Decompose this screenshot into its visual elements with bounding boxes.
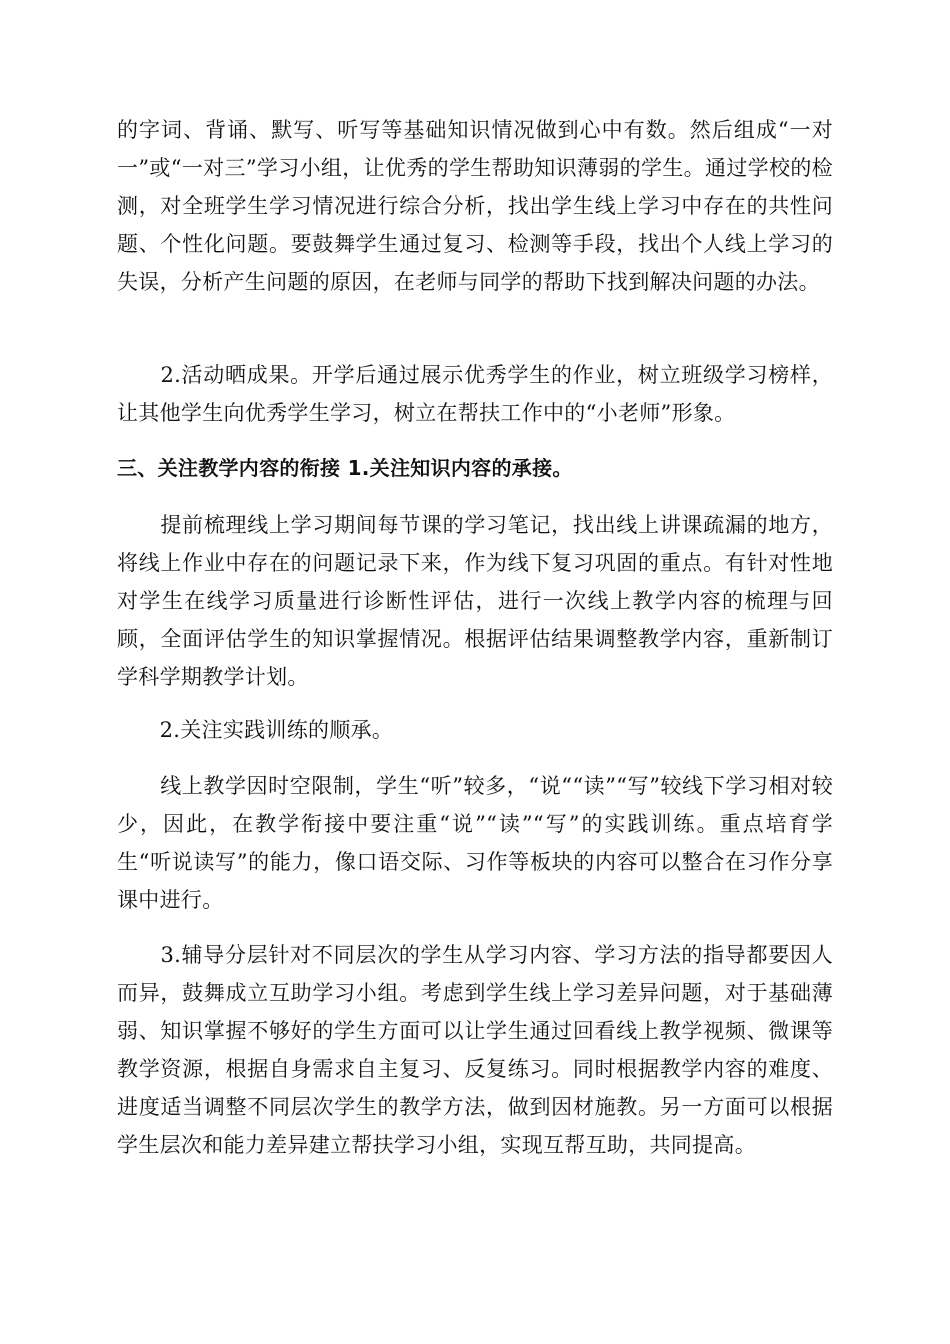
paragraph-practice-training: 线上教学因时空限制，学生“听”较多，“说““读”“写”较线下学习相对较少，因此，在教学衔接中要注重“说”“读”“写”的实践训练。重点培育学生“听说读写”的能力，像口语交际、习作等板块的内容可以整合在习作分享课中进行。 [117,774,833,912]
paragraph-show-results: 2.活动晒成果。开学后通过展示优秀学生的作业，树立班级学习榜样，让其他学生向优秀学生学习，树立在帮扶工作中的“小老师”形象。 [117,363,833,425]
section-heading-teaching-content: 三、关注教学内容的衔接 1.关注知识内容的承接。 [117,456,573,480]
paragraph-knowledge-continuity: 提前梳理线上学习期间每节课的学习笔记，找出线上讲课疏漏的地方，将线上作业中存在的问题记录下来，作为线下复习巩固的重点。有针对性地对学生在线学习质量进行诊断性评估，进行一次线上教学内容的梳理与回顾，全面评估学生的知识掌握情况。根据评估结果调整教学内容，重新制订学科学期教学计划。 [117,513,833,689]
paragraph-layered-tutoring: 3.辅导分层针对不同层次的学生从学习内容、学习方法的指导都要因人而异，鼓舞成立互助学习小组。考虑到学生线上学习差异问题，对于基础薄弱、知识掌握不够好的学生方面可以让学生通过回看线上教学视频、微课等教学资源，根据自身需求自主复习、反复练习。同时根据教学内容的难度、进度适当调整不同层次学生的教学方法，做到因材施教。另一方面可以根据学生层次和能力差异建立帮扶学习小组，实现互帮互助，共同提高。 [117,943,833,1157]
paragraph-practice-heading: 2.关注实践训练的顺承。 [117,718,394,742]
paragraph-basic-knowledge: 的字词、背诵、默写、听写等基础知识情况做到心中有数。然后组成“一对一”或“一对三”学习小组，让优秀的学生帮助知识薄弱的学生。通过学校的检测，对全班学生学习情况进行综合分析，找出学生线上学习中存在的共性问题、个性化问题。要鼓舞学生通过复习、检测等手段，找出个人线上学习的失误，分析产生问题的原因，在老师与同学的帮助下找到解决问题的办法。 [117,118,833,294]
